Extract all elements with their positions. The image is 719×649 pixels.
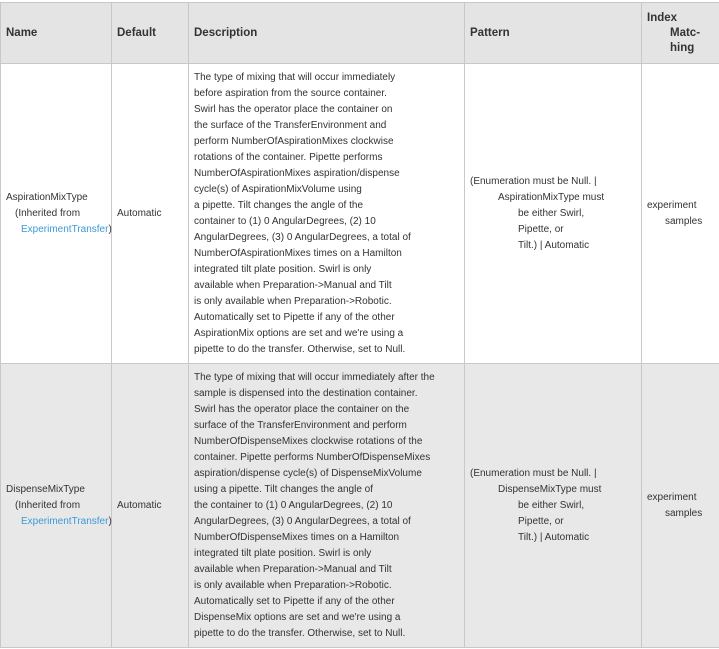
index-matching-cell: experiment samples	[642, 64, 719, 364]
description-line: NumberOfAspirationMixes aspiration/dispense	[194, 167, 400, 179]
options-table	[0, 2, 719, 648]
description-line: rotations of the container. Pipette performs	[194, 151, 383, 163]
table-row	[1, 364, 719, 648]
description-line: available when Preparation->Manual and Tilt	[194, 279, 392, 291]
description-line: integrated tilt plate position. Swirl is only	[194, 263, 372, 275]
header-default: Default	[112, 3, 189, 64]
description-line: the surface of the TransferEnvironment and	[194, 119, 387, 131]
option-name: DispenseMixType	[6, 483, 85, 495]
description-line: NumberOfAspirationMixes times on a Hamilton	[194, 247, 402, 259]
description-line: container to (1) 0 AngularDegrees, (2) 10	[194, 215, 376, 227]
description-text	[194, 70, 460, 358]
header-description: Description	[189, 3, 465, 64]
option-name-cell: DispenseMixType (Inherited from ExperimentTransfer)	[1, 364, 112, 648]
description-line: the container to (1) 0 AngularDegrees, (2) 10	[194, 499, 393, 511]
pattern-cell: (Enumeration must be Null. | AspirationMixType must be either Swirl, Pipette, or Tilt.) | Automatic	[465, 64, 642, 364]
description-line: using a pipette. Tilt changes the angle of	[194, 483, 374, 495]
description-line: NumberOfDispenseMixes clockwise rotations of the	[194, 435, 423, 447]
description-line: available when Preparation->Manual and Tilt	[194, 563, 392, 575]
description-line: a pipette. Tilt changes the angle of the	[194, 199, 364, 211]
description-line: sample is dispensed into the destination container.	[194, 387, 418, 399]
option-name: AspirationMixType	[6, 191, 88, 203]
description-line: pipette to do the transfer. Otherwise, set to Null.	[194, 343, 406, 355]
experiment-transfer-link[interactable]: ExperimentTransfer)	[21, 515, 112, 527]
description-line: NumberOfDispenseMixes times on a Hamilton	[194, 531, 400, 543]
table-row	[1, 64, 719, 364]
description-line: Swirl has the operator place the container on	[194, 103, 393, 115]
description-cell	[189, 64, 465, 364]
pattern-cell: (Enumeration must be Null. | DispenseMixType must be either Swirl, Pipette, or Tilt.) | Automatic	[465, 364, 642, 648]
description-line: AspirationMix options are set and we're using a	[194, 327, 404, 339]
description-line: before aspiration from the source container.	[194, 87, 387, 99]
description-line: The type of mixing that will occur immediately	[194, 71, 396, 83]
description-text	[194, 370, 460, 642]
description-line: cycle(s) of AspirationMixVolume using	[194, 183, 362, 195]
description-line: integrated tilt plate position. Swirl is only	[194, 547, 372, 559]
header-name: Name	[1, 3, 112, 64]
index-matching-cell: experiment samples	[642, 364, 719, 648]
default-cell: Automatic	[112, 64, 189, 364]
experiment-transfer-link[interactable]: ExperimentTransfer)	[21, 223, 112, 235]
description-line: container. Pipette performs NumberOfDispenseMixes	[194, 451, 431, 463]
description-line: is only available when Preparation->Robotic.	[194, 579, 392, 591]
header-index-matching: Index Matc- hing	[642, 3, 719, 64]
description-line: surface of the TransferEnvironment and perform	[194, 419, 407, 431]
description-line: is only available when Preparation->Robotic.	[194, 295, 392, 307]
default-cell: Automatic	[112, 364, 189, 648]
description-line: pipette to do the transfer. Otherwise, set to Null.	[194, 627, 406, 639]
description-line: AngularDegrees, (3) 0 AngularDegrees, a total of	[194, 231, 411, 243]
header-pattern: Pattern	[465, 3, 642, 64]
description-line: aspiration/dispense cycle(s) of DispenseMixVolume	[194, 467, 422, 479]
description-line: perform NumberOfAspirationMixes clockwise	[194, 135, 394, 147]
description-line: Swirl has the operator place the container on the	[194, 403, 410, 415]
description-line: AngularDegrees, (3) 0 AngularDegrees, a total of	[194, 515, 411, 527]
description-line: DispenseMix options are set and we're using a	[194, 611, 401, 623]
description-cell	[189, 364, 465, 648]
header-row	[1, 3, 719, 64]
option-name-cell: AspirationMixType (Inherited from ExperimentTransfer)	[1, 64, 112, 364]
description-line: Automatically set to Pipette if any of the other	[194, 311, 395, 323]
description-line: Automatically set to Pipette if any of the other	[194, 595, 395, 607]
description-line: The type of mixing that will occur immediately after the	[194, 371, 435, 383]
